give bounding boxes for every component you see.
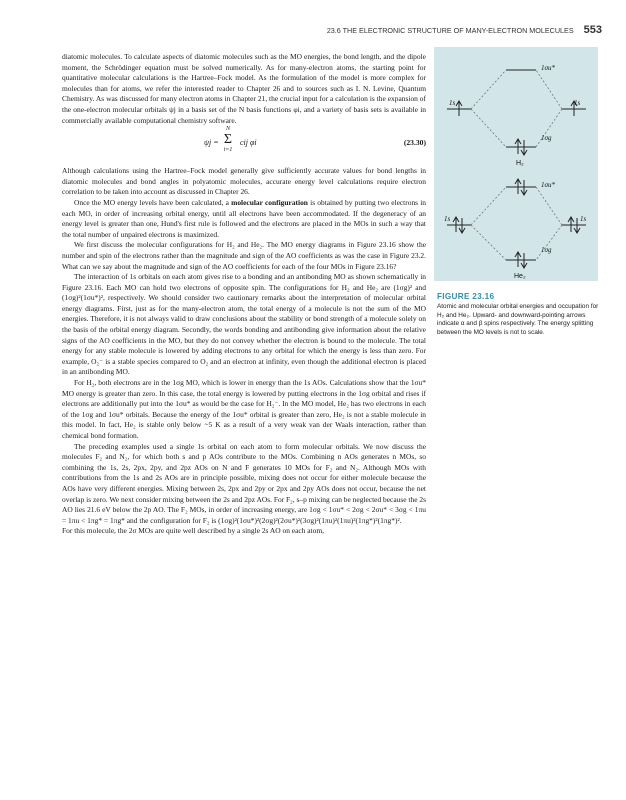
paragraph-6: For H₂, both electrons are in the 1σg MO, which is lower in energy than the 1s AOs. Calculations show that the 1σu* MO energy is greater than zero. In this case, the total energy is lowered by putting electrons in the 1σg orbital and rises if electrons are additionally put into the 1σu* as would be the case for H₂⁻. In the MO model, He₂ has two electrons in each of the 1σg and 1σu* orbitals. Because the energy of the 1σu* orbital is greater than zero, He₂ is not a stable molecule in this model. In fact, He₂ is stable only below ~5 K as a result of a very weak van der Waals interaction, rather than chemical bond formation.: [62, 378, 426, 440]
h2-bonding-label: 1σg: [541, 134, 552, 142]
equation-number: (23.30): [403, 138, 426, 148]
he2-left-ao-label: 1s: [444, 215, 451, 223]
equation-rhs: cij φi: [240, 138, 257, 148]
h2-antibonding-label: 1σu*: [541, 64, 555, 72]
paragraph-3: [62, 198, 426, 240]
paragraph-8: For this molecule, the 2σ MOs are quite well described by a single 2s AO on each atom,: [62, 526, 324, 536]
summation-lower: i=1: [223, 147, 233, 154]
page-number: 553: [583, 24, 602, 36]
he2-antibonding-label: 1σu*: [541, 181, 555, 189]
mo-energy-diagram: [434, 47, 598, 281]
running-title: 23.6 THE ELECTRONIC STRUCTURE OF MANY-ELECTRON MOLECULES: [326, 26, 574, 35]
summation-symbol: Σ: [223, 132, 233, 148]
keyword-molecular-configuration: molecular configuration: [231, 197, 308, 207]
paragraph-1: diatomic molecules. To calculate aspects of diatomic molecules such as the MO energies, the bond length, and the dipole moment, the Schrödinger equation must be solved numerically. As for many-electron atoms, the starting point for quantitative molecular calculations is the Hartree–Fock model. As the formulation of the model is more complex for molecules than for atoms, we refer the interested reader to Chapter 26 and to sources such as I. N. Levine, Quantum Chemistry. As was discussed for many electron atoms in Chapter 21, the crucial input for a calculation is the expansion of the one-electron molecular orbitals ψj in a basis set of the N basis functions φi, and a variety of basis sets is available in commercially available computational chemistry software.: [62, 52, 426, 125]
paragraph-7: The preceding examples used a single 1s orbital on each atom to form molecular orbitals. We now discuss the molecules F₂ and N₂, for which both s and p AOs contribute to the MOs. Combining n AOs generates n MOs, so combining the 1s, 2s, 2px, 2py, and 2pz AOs on N and F generates 10 MOs for F₂ and N₂. Although MOs with contributions from the 1s and 2s AOs are in principle possible, mixing does not occur for either molecule because the AOs have very different energies. Mixing between 2s, 2px and 2py or 2px and 2py AOs does not occur, because the net overlap is zero. We next consider mixing between the 2s and 2pz AOs. For F₂, s–p mixing can be neglected because the 2s AO lies 21.6 eV below the 2p AO. The F₂ MOs, in order of increasing energy, are 1σg < 1σu* < 2σg < 2σu* < 3σg < 1πu = 1πu < 1πg* = 1πg* and the configuration for F₂ is (1σg)²(1σu*)²(2σg)²(2σu*)²(3σg)²(1πu)²(1πu)²(1πg*)²(1πg*)².: [62, 441, 426, 525]
figure-number: FIGURE 23.16: [437, 292, 495, 301]
figure-caption: [437, 293, 607, 338]
running-header: [0, 24, 602, 36]
equation-lhs: ψj =: [204, 138, 219, 148]
summation: [220, 126, 236, 154]
figure-caption-text: Atomic and molecular orbital energies and occupation for H₂ and He₂. Upward- and downward-pointing arrows indicate α and β spins respectively. The energy splitting between the MO levels is not to scale.: [437, 302, 599, 337]
paragraph-3-start: Once the MO energy levels have been calculated, a: [74, 197, 229, 207]
paragraph-4: We first discuss the molecular configurations for H₂ and He₂. The MO energy diagrams in Figure 23.16 show the number and spin of the electrons rather than the magnitude and sign of the AO coefficients as was the case in Figure 23.2. What can we say about the magnitude and sign of the AO coefficients for each of the four MOs in Figure 23.16?: [62, 240, 426, 271]
summation-upper: N: [225, 126, 230, 133]
h2-left-ao-label: 1s: [449, 99, 456, 107]
h2-right-ao-label: 1s: [574, 99, 581, 107]
he2-bonding-label: 1σg: [541, 246, 552, 254]
main-text-column: [62, 52, 426, 537]
he2-right-ao-label: 1s: [580, 215, 587, 223]
paragraph-3-end: is obtained by putting two electrons in each MO, in order of increasing orbital energy, until all electrons have been accommodated. If the degeneracy of an energy level is greater than one, Hund's first rule is followed and the electrons are placed in the MOs in such a way that the total number of unpaired electrons is maximized.: [62, 197, 427, 239]
paragraph-5: The interaction of 1s orbitals on each atom gives rise to a bonding and an antibonding MO as shown schematically in Figure 23.16. Each MO can hold two electrons of opposite spin. The configurations for H₂ and He₂ are (1σg)² and (1σg)²(1σu*)², respectively. We should consider two cautionary remarks about the interpretation of molecular orbital energy diagrams. First, just as for the many-electron atom, the total energy of a molecule is not the sum of the MO energies. Therefore, it is not always valid to draw conclusions about the stability or bond strength of a molecule solely on the basis of the orbital energy diagram. Secondly, the words bonding and antibonding give information about the relative signs of the AO coefficients in the MO, but they do not convey whether the electron is bound to the molecule. The total energy for any stable molecule is lowered by adding electrons to any orbital for which the energy is less than zero. For example, O₂⁻ is a stable species compared to O₂ and an electron at infinity, even though the additional electron is placed in an antibonding MO.: [62, 272, 426, 377]
paragraph-2: Although calculations using the Hartree–Fock model generally give sufficiently accurate values for bond lengths in diatomic molecules and bond angles in polyatomic molecules, accurate energy level calculations require electron correlation to be taken into account as discussed in Chapter 26.: [62, 166, 426, 197]
h2-molecule-label: H₂: [516, 160, 524, 167]
equation-23-30: [62, 128, 426, 162]
he2-molecule-label: He₂: [514, 273, 526, 280]
